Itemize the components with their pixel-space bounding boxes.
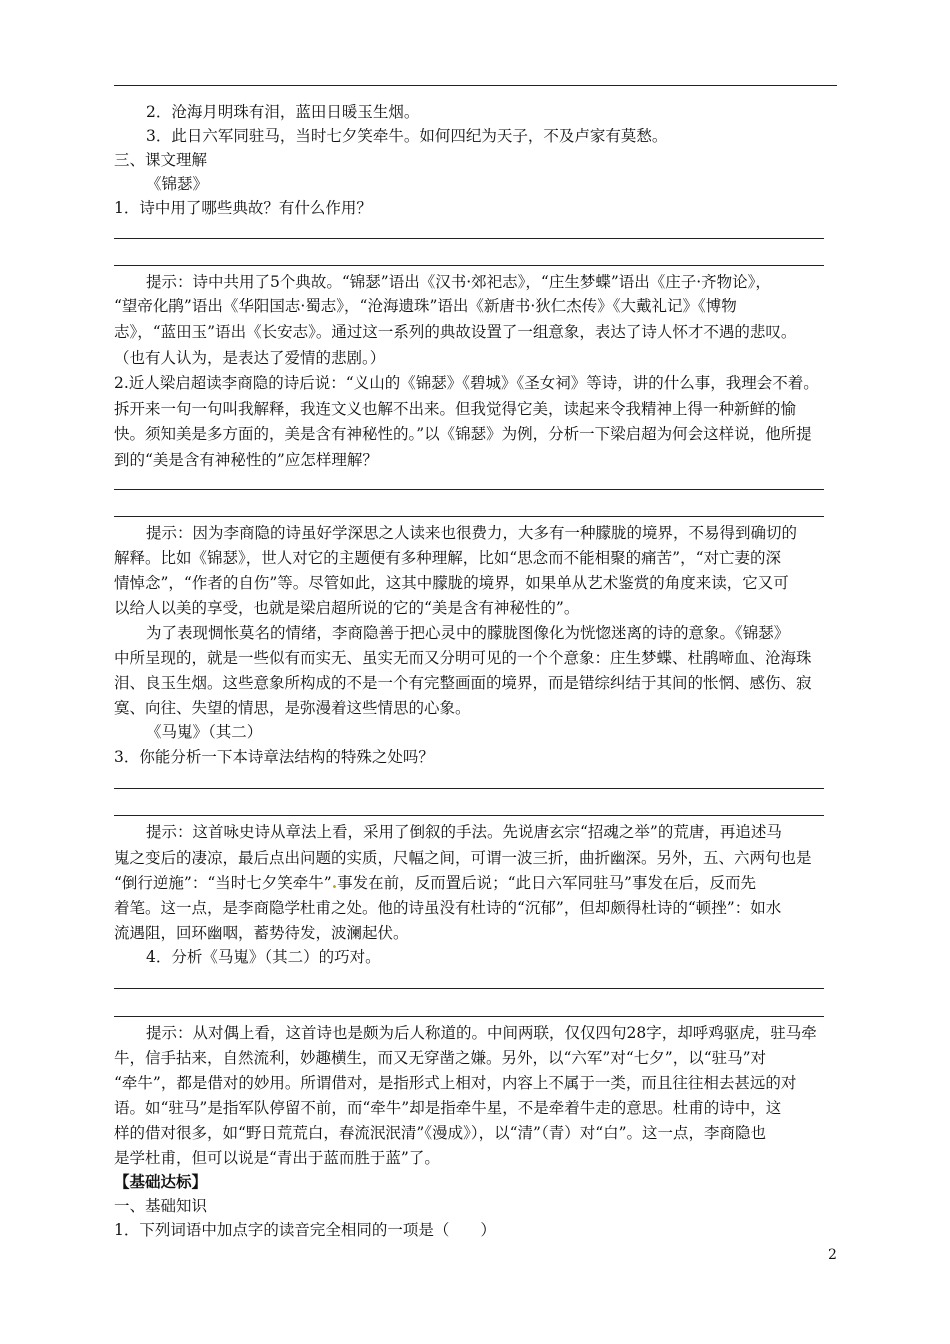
- question: 1．下列词语中加点字的读音完全相同的一项是（ ）: [114, 1221, 496, 1239]
- top-rule: [114, 85, 837, 86]
- hint-paragraph: “牵牛”，都是借对的妙用。所谓借对，是指形式上相对，内容上不属于一类，而且往往相去甚远的对: [114, 1074, 797, 1092]
- section-heading: 一、基础知识: [114, 1197, 208, 1215]
- text-line: 2．沧海月明珠有泪，蓝田日暖玉生烟。: [146, 103, 420, 121]
- section-heading: 【基础达标】: [114, 1172, 208, 1191]
- hint-paragraph: 提示：从对偶上看，这首诗也是颇为后人称道的。中间两联，仅仅四句28字，却呼鸡驱虎，驻马牵: [146, 1024, 817, 1042]
- question: 快。须知美是多方面的，美是含有神秘性的。”以《锦瑟》为例，分析一下梁启超为何会这样说，他所提: [114, 425, 812, 443]
- hint-paragraph: 是学杜甫，但可以说是“青出于蓝而胜于蓝”了。: [114, 1149, 440, 1167]
- hint-paragraph: [114, 871, 756, 895]
- poem-title: 《锦瑟》: [146, 175, 209, 193]
- hint-paragraph: 解释。比如《锦瑟》，世人对它的主题便有多种理解，比如“思念而不能相聚的痛苦”，“对亡妻的深: [114, 549, 782, 567]
- hint-paragraph: 提示：这首咏史诗从章法上看，采用了倒叙的手法。先说唐玄宗“招魂之举”的荒唐，再追述马: [146, 823, 782, 841]
- poem-title: 《马嵬》（其二）: [146, 723, 263, 741]
- text-line: 3．此日六军同驻马，当时七夕笑牵牛。如何四纪为天子，不及卢家有莫愁。: [146, 127, 668, 145]
- question: 1．诗中用了哪些典故？有什么作用？: [114, 199, 372, 217]
- section-heading: 三、课文理解: [114, 151, 208, 169]
- hint-paragraph: 中所呈现的，就是一些似有而实无、虽实无而又分明可见的一个个意象：庄生梦蝶、杜鹃啼血、沧海珠: [114, 649, 812, 667]
- answer-line: [114, 788, 824, 789]
- hint-paragraph: 牛，信手拈来，自然流利，妙趣横生，而又无穿凿之嫌。另外，以“六军”对“七夕”，以“驻马”对: [114, 1049, 767, 1067]
- hint-paragraph: 着笔。这一点，是李商隐学杜甫之处。他的诗虽没有杜诗的“沉郁”，但却颇得杜诗的“顿挫”：如水: [114, 899, 782, 917]
- answer-line: [114, 489, 824, 490]
- hint-paragraph: 提示：因为李商隐的诗虽好学深思之人读来也很费力，大多有一种朦胧的境界，不易得到确切的: [146, 524, 798, 542]
- question: 到的“美是含有神秘性的”应怎样理解？: [114, 451, 378, 469]
- hint-paragraph: 泪、良玉生烟。这些意象所构成的不是一个有完整画面的境界，而是错综纠结于其间的怅惘、感伤、寂: [114, 674, 812, 692]
- answer-line: [114, 1016, 824, 1017]
- hint-paragraph: 语。如“驻马”是指军队停留不前，而“牵牛”却是指牵牛星，不是牵着牛走的意思。杜甫的诗中，这: [114, 1099, 782, 1117]
- answer-line: [114, 238, 824, 239]
- answer-line: [114, 815, 824, 816]
- hint-paragraph: 提示：诗中共用了5个典故。“锦瑟”语出《汉书·郊祀志》，“庄生梦蝶”语出《庄子·齐物论》，: [146, 273, 771, 291]
- hint-paragraph: 寞、向往、失望的情思，是弥漫着这些情思的心象。: [114, 699, 471, 717]
- answer-line: [114, 265, 824, 266]
- page-number: 2: [828, 1247, 837, 1263]
- question: 3．你能分析一下本诗章法结构的特殊之处吗？: [114, 748, 434, 766]
- hint-paragraph: 志》，“蓝田玉”语出《长安志》。通过这一系列的典故设置了一组意象，表达了诗人怀才不遇的悲叹。: [114, 323, 797, 341]
- answer-line: [114, 988, 824, 989]
- stray-mark: .: [331, 873, 338, 892]
- question: 2.近人梁启超读李商隐的诗后说：“义山的《锦瑟》《碧城》《圣女祠》等诗，讲的什么事，我理会不着。: [114, 374, 819, 392]
- hint-paragraph: 嵬之变后的凄凉，最后点出问题的实质，尺幅之间，可谓一波三折，曲折幽深。另外，五、六两句也是: [114, 849, 812, 867]
- hint-paragraph: 样的借对很多，如“野日荒荒白，春流泯泯清”《漫成》），以“清”（青）对“白”。这一点，李商隐也: [114, 1124, 767, 1142]
- hint-paragraph: 情悼念”，“作者的自伤”等。尽管如此，这其中朦胧的境界，如果单从艺术鉴赏的角度来读，它又可: [114, 574, 789, 592]
- hint-paragraph: 流遇阻，回环幽咽，蓄势待发，波澜起伏。: [114, 924, 409, 942]
- question: 4．分析《马嵬》（其二）的巧对。: [146, 948, 381, 966]
- hint-paragraph: 为了表现惆怅莫名的情绪，李商隐善于把心灵中的朦胧图像化为恍惚迷离的诗的意象。《锦瑟》: [146, 624, 790, 642]
- hint-text: “倒行逆施”：“当时七夕笑牵牛”: [114, 874, 332, 892]
- hint-text: 事发在前，反而置后说；“此日六军同驻马”事发在后，反而先: [337, 874, 756, 892]
- answer-line: [114, 516, 824, 517]
- hint-paragraph: 以给人以美的享受，也就是梁启超所说的它的“美是含有神秘性的”。: [114, 599, 580, 617]
- question: 拆开来一句一句叫我解释，我连文义也解不出来。但我觉得它美，读起来令我精神上得一种新鲜的愉: [114, 400, 797, 418]
- hint-paragraph: （也有人认为，是表达了爱情的悲剧。）: [114, 349, 386, 367]
- hint-paragraph: “望帝化鹃”语出《华阳国志·蜀志》，“沧海遗珠”语出《新唐书·狄仁杰传》《大戴礼记》《博物: [114, 297, 737, 315]
